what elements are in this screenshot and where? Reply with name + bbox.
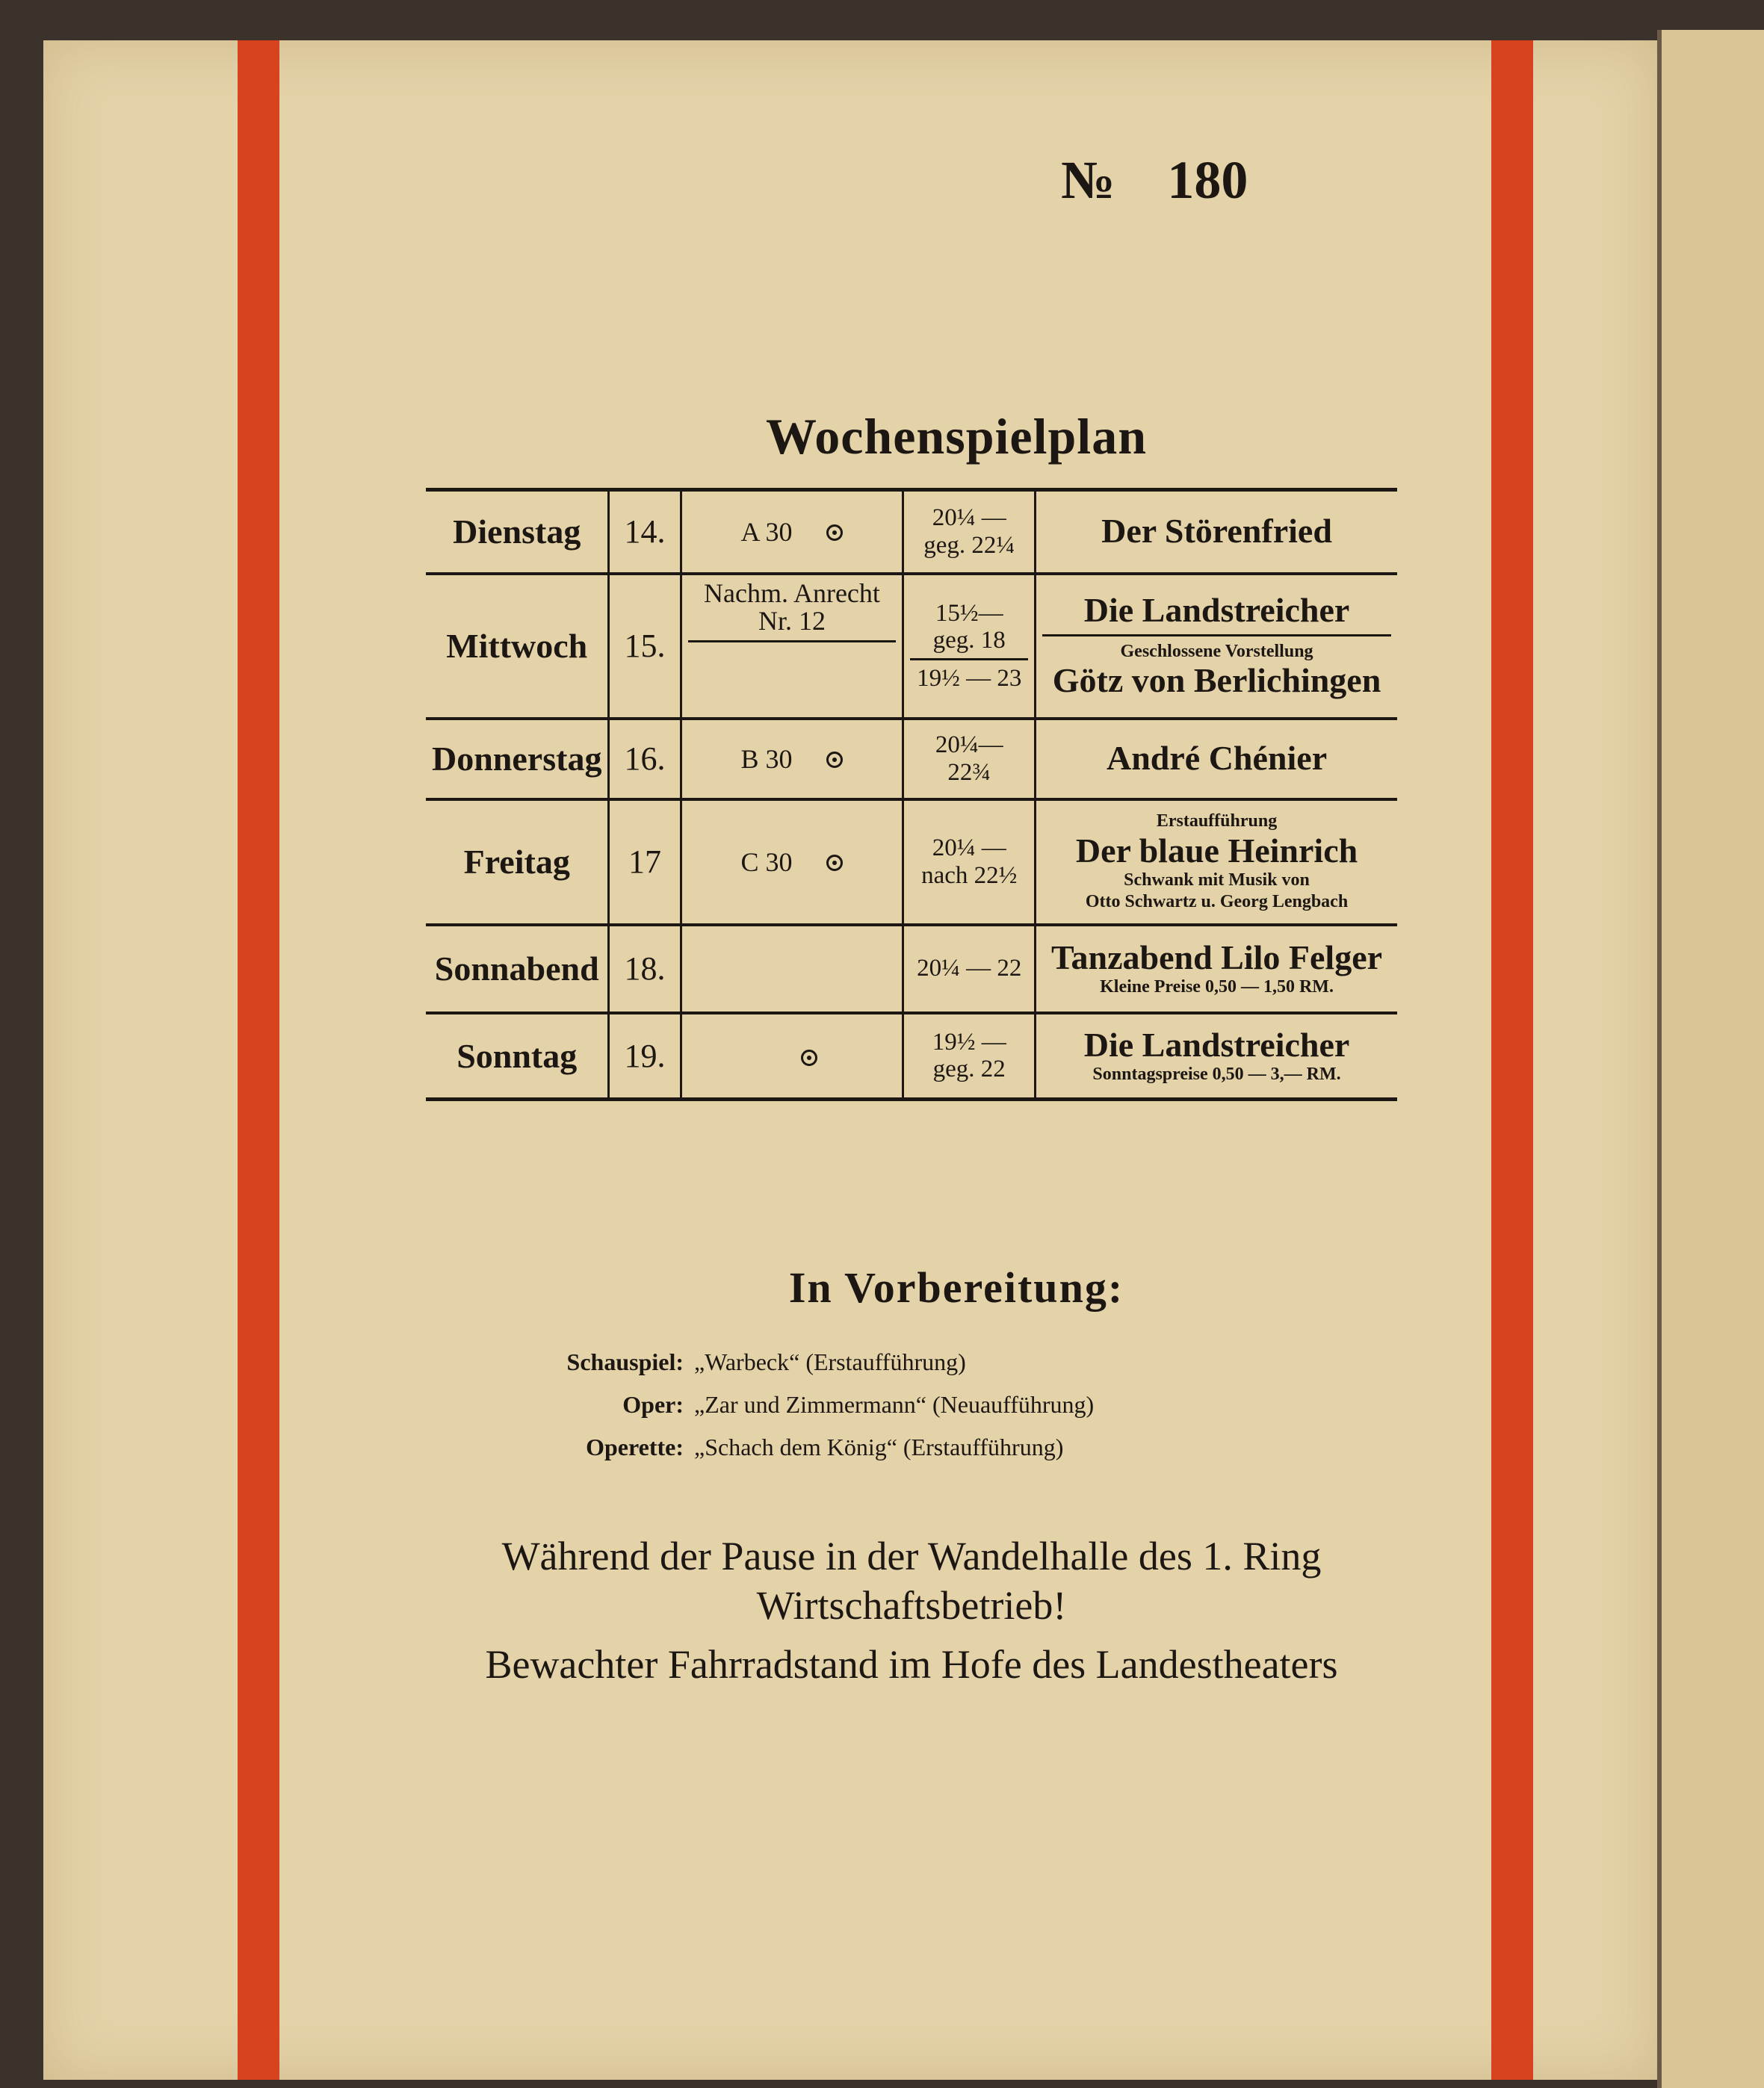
time-start: 20¼ — — [932, 834, 1006, 862]
date-cell: 19. — [609, 1013, 681, 1100]
abo-cell — [681, 925, 903, 1013]
circle-dot-icon — [826, 855, 843, 871]
abo-cell — [681, 1013, 903, 1100]
time-cell — [903, 1013, 1036, 1100]
time-end: nach 22½ — [921, 861, 1018, 889]
play-note: Kleine Preise 0,50 — 1,50 RM. — [1100, 977, 1334, 997]
play-note: Otto Schwartz u. Georg Lengbach — [1085, 892, 1349, 912]
table-row — [426, 719, 1397, 799]
time-end: 22¾ — [947, 758, 991, 786]
time-cell — [903, 799, 1036, 925]
time-start: 20¼ — — [932, 504, 1006, 532]
date-cell: 14. — [609, 490, 681, 574]
table-row — [426, 925, 1397, 1013]
play-title: Der Störenfried — [1101, 512, 1332, 551]
time-start: 20¼— — [935, 731, 1003, 759]
play-note: Geschlossene Vorstellung — [1120, 641, 1313, 661]
table-row — [426, 574, 1397, 719]
work-title: „Schach dem König“ (Erstaufführung) — [694, 1434, 1064, 1460]
abo-label: Nachm. Anrecht — [704, 577, 880, 608]
table-row — [426, 799, 1397, 925]
notice-line: Während der Pause in der Wandelhalle des 1. Ring — [501, 1534, 1322, 1579]
time-end: geg. 22¼ — [923, 531, 1015, 559]
list-item — [523, 1384, 1420, 1426]
number-value: 180 — [1167, 150, 1248, 210]
work-title: „Warbeck“ (Erstaufführung) — [694, 1348, 966, 1375]
time-start: 15½— — [935, 599, 1003, 627]
weekly-schedule-table — [426, 488, 1397, 1101]
table-row — [426, 490, 1397, 574]
preparation-heading: In Vorbereitung: — [788, 1263, 1124, 1312]
right-red-border — [1491, 40, 1533, 2080]
abo-cell — [681, 490, 903, 574]
time-cell — [903, 574, 1036, 719]
play-note: Schwank mit Musik von — [1124, 870, 1310, 890]
list-item — [523, 1341, 1420, 1384]
play-note: Erstaufführung — [1156, 811, 1278, 831]
program-number — [1061, 149, 1360, 211]
bicycle-notice: Bewachter Fahrradstand im Hofe des Landestheaters — [485, 1642, 1338, 1687]
facing-page-edge — [1657, 30, 1764, 2088]
table-row — [426, 1013, 1397, 1100]
date-cell: 15. — [609, 574, 681, 719]
abo-cell — [681, 574, 903, 719]
play-cell — [1036, 925, 1397, 1013]
abo-label: C 30 — [740, 847, 793, 878]
play-cell — [1036, 574, 1397, 719]
time-cell — [903, 490, 1036, 574]
genre-label: Operette: — [586, 1434, 684, 1460]
play-cell — [1036, 1013, 1397, 1100]
number-sign: № — [1061, 150, 1115, 210]
time-start: 19½ — — [932, 1028, 1006, 1056]
abo-label: A 30 — [740, 517, 793, 548]
date-cell: 18. — [609, 925, 681, 1013]
day-cell: Donnerstag — [426, 719, 609, 799]
day-cell: Mittwoch — [426, 574, 609, 719]
row-divider — [688, 640, 897, 642]
notice-line: Wirtschaftsbetrieb! — [756, 1583, 1067, 1628]
date-cell: 16. — [609, 719, 681, 799]
time-cell — [903, 719, 1036, 799]
time-end: geg. 22 — [932, 1056, 1006, 1083]
page-title: Wochenspielplan — [765, 408, 1148, 465]
time-end: geg. 18 — [932, 626, 1006, 654]
play-note: Sonntagspreise 0,50 — 3,— RM. — [1092, 1065, 1341, 1085]
genre-label: Oper: — [622, 1391, 684, 1418]
preparation-list — [523, 1341, 1420, 1469]
abo-label: B 30 — [740, 744, 793, 775]
time-cell — [903, 925, 1036, 1013]
day-cell: Sonnabend — [426, 925, 609, 1013]
date-cell: 17 — [609, 799, 681, 925]
play-title: Tanzabend Lilo Felger — [1051, 938, 1383, 976]
work-title: „Zar und Zimmermann“ (Neuaufführung) — [694, 1391, 1095, 1418]
row-divider — [910, 658, 1028, 660]
circle-dot-icon — [826, 524, 843, 541]
day-cell: Sonntag — [426, 1013, 609, 1100]
genre-label: Schauspiel: — [566, 1348, 684, 1375]
abo-cell — [681, 719, 903, 799]
abo-label: Nr. 12 — [758, 606, 826, 636]
play-title: André Chénier — [1106, 739, 1328, 778]
time-range: 19½ — 23 — [917, 665, 1022, 693]
circle-dot-icon — [826, 752, 843, 768]
day-cell: Freitag — [426, 799, 609, 925]
play-cell — [1036, 490, 1397, 574]
row-divider — [1042, 634, 1391, 636]
list-item — [523, 1426, 1420, 1469]
catering-notice — [463, 1531, 1360, 1630]
play-title: Die Landstreicher — [1083, 1025, 1350, 1064]
left-red-border — [238, 40, 279, 2080]
day-cell: Dienstag — [426, 490, 609, 574]
play-cell — [1036, 799, 1397, 925]
play-title: Götz von Berlichingen — [1052, 661, 1381, 700]
play-cell — [1036, 719, 1397, 799]
play-title: Der blaue Heinrich — [1075, 831, 1358, 870]
play-title: Die Landstreicher — [1083, 591, 1350, 629]
abo-cell — [681, 799, 903, 925]
circle-dot-icon — [801, 1050, 817, 1066]
time-range: 20¼ — 22 — [917, 955, 1022, 982]
